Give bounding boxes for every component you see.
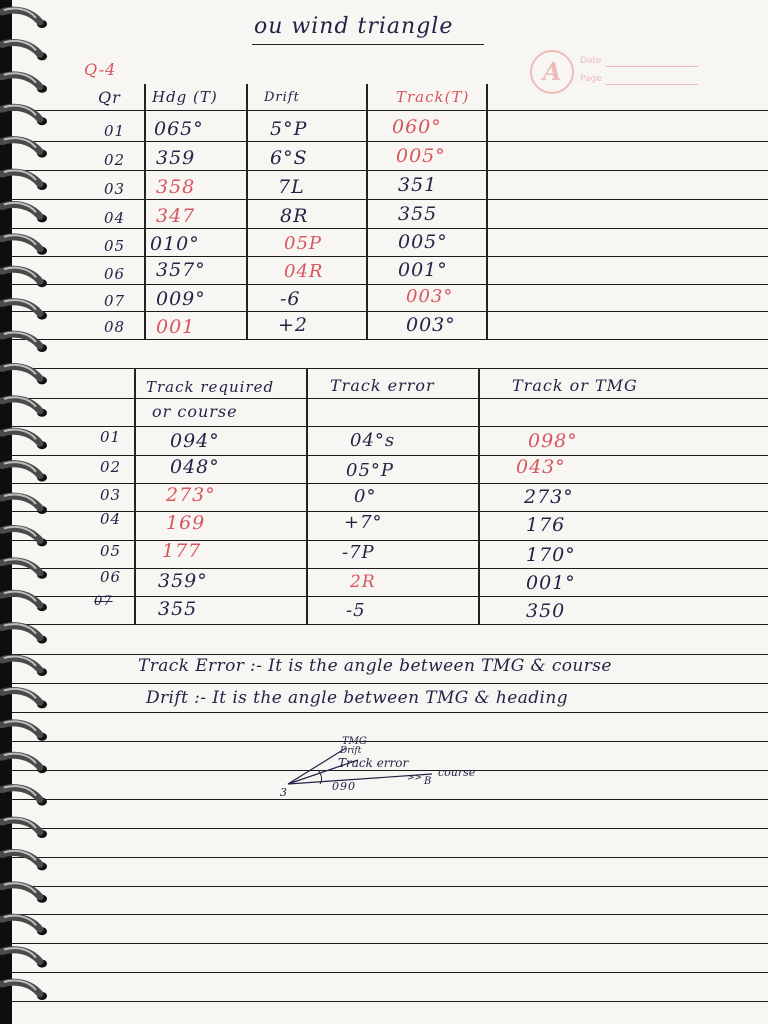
table1-row-index: 07 (104, 292, 126, 310)
table2-row-index: 02 (100, 458, 122, 476)
notebook-logo-mark: A (530, 50, 574, 94)
diagram-drift-label: Drift (340, 746, 362, 756)
table2-row-index: 04 (100, 510, 122, 528)
table1-row-index: 04 (104, 209, 126, 227)
table1-cell-hdg: 358 (156, 176, 196, 198)
question-number: Q-4 (84, 60, 117, 79)
notebook-page (12, 0, 768, 1024)
table2-cell-required: 355 (158, 598, 198, 620)
table1-row-index: 08 (104, 318, 126, 336)
page-title: ou wind triangle (254, 14, 454, 39)
table2-cell-tmg: 176 (526, 514, 566, 536)
table1-cell-hdg: 001 (156, 316, 196, 338)
table1-cell-hdg: 010° (150, 233, 200, 255)
table2-cell-required: 169 (166, 512, 206, 534)
table1-row-index: 02 (104, 151, 126, 169)
table2-cell-error: 0° (354, 486, 377, 507)
table1-cell-drift: 5°P (270, 118, 308, 140)
table2-header-track-error: Track error (330, 376, 435, 395)
table1-header-track: Track(T) (396, 88, 470, 106)
table2-cell-tmg: 098° (528, 430, 578, 452)
table1-cell-track: 003° (406, 286, 454, 307)
table1-header-qr: Qr (98, 88, 121, 107)
table1-cell-drift: 8R (280, 205, 309, 227)
table1-cell-track: 351 (398, 174, 438, 196)
table1-row-index: 05 (104, 237, 126, 255)
table2-row-index: 05 (100, 542, 122, 560)
table1-cell-track: 003° (406, 314, 456, 336)
table1-cell-hdg: 009° (156, 288, 206, 310)
date-label: Date (580, 56, 602, 66)
table2-cell-error: 05°P (346, 460, 395, 481)
definition-track-error: Track Error :- It is the angle between TMG & course (138, 656, 612, 676)
diagram-heading-label: 090 (332, 780, 356, 793)
table2-row-index: 07 (94, 594, 113, 609)
diagram-point-b: B (424, 776, 433, 787)
table1-cell-drift: 7L (278, 176, 305, 198)
table1-cell-track: 355 (398, 203, 438, 225)
table2-cell-error: 04°s (350, 430, 396, 451)
diagram-course-label: course (438, 766, 476, 779)
table1-cell-hdg: 347 (156, 205, 196, 227)
table2-cell-error: +7° (344, 512, 383, 533)
diagram-tmg-label: TMG (342, 736, 367, 747)
table2-cell-required: 359° (158, 570, 208, 592)
table2-cell-error: -7P (342, 542, 375, 563)
table1-header-drift: Drift (264, 90, 300, 105)
table1-cell-drift: 04R (284, 261, 324, 282)
table1-cell-track: 005° (396, 145, 446, 167)
table1-cell-drift: +2 (278, 314, 309, 336)
table1-cell-track: 005° (398, 231, 448, 253)
table1-row-index: 01 (104, 122, 126, 140)
page-label: Page (580, 74, 602, 84)
table2-cell-required: 094° (170, 430, 220, 452)
table2-header-track-required: Track required (146, 378, 275, 396)
table2-row-index: 06 (100, 568, 122, 586)
table2-cell-tmg: 273° (524, 486, 574, 508)
table2-cell-tmg: 350 (526, 600, 566, 622)
table2-cell-tmg: 043° (516, 456, 566, 478)
table2-row-index: 03 (100, 486, 122, 504)
table2-cell-required: 177 (162, 540, 202, 562)
table1-cell-drift: -6 (280, 288, 301, 310)
table2-cell-tmg: 001° (526, 572, 576, 594)
table1-cell-drift: 6°S (270, 147, 308, 169)
table2-cell-error: 2R (350, 572, 376, 592)
table2-row-index: 01 (100, 428, 122, 446)
course-arrow: >> (407, 773, 423, 783)
table1-cell-hdg: 065° (154, 118, 204, 140)
table1-cell-drift: 05P (284, 233, 323, 254)
diagram-point-a: 3 (280, 786, 288, 799)
table2-cell-required: 048° (170, 456, 220, 478)
table1-cell-track: 060° (392, 116, 442, 138)
table2-cell-tmg: 170° (526, 544, 576, 566)
table2-header-tmg: Track or TMG (512, 376, 638, 395)
table1-header-hdg: Hdg (T) (152, 88, 218, 106)
table1-row-index: 03 (104, 180, 126, 198)
spiral-binding (0, 0, 60, 1024)
table1-cell-track: 001° (398, 259, 448, 281)
table2-subheader: or course (152, 402, 238, 421)
table1-cell-hdg: 359 (156, 147, 196, 169)
definition-drift: Drift :- It is the angle between TMG & heading (146, 688, 568, 708)
diagram-track-error-label: Track error (338, 756, 409, 770)
wind-triangle-diagram (12, 0, 768, 1024)
table1-row-index: 06 (104, 265, 126, 283)
table2-cell-required: 273° (166, 484, 216, 506)
table1-cell-hdg: 357° (156, 259, 206, 281)
table2-cell-error: -5 (346, 600, 366, 621)
